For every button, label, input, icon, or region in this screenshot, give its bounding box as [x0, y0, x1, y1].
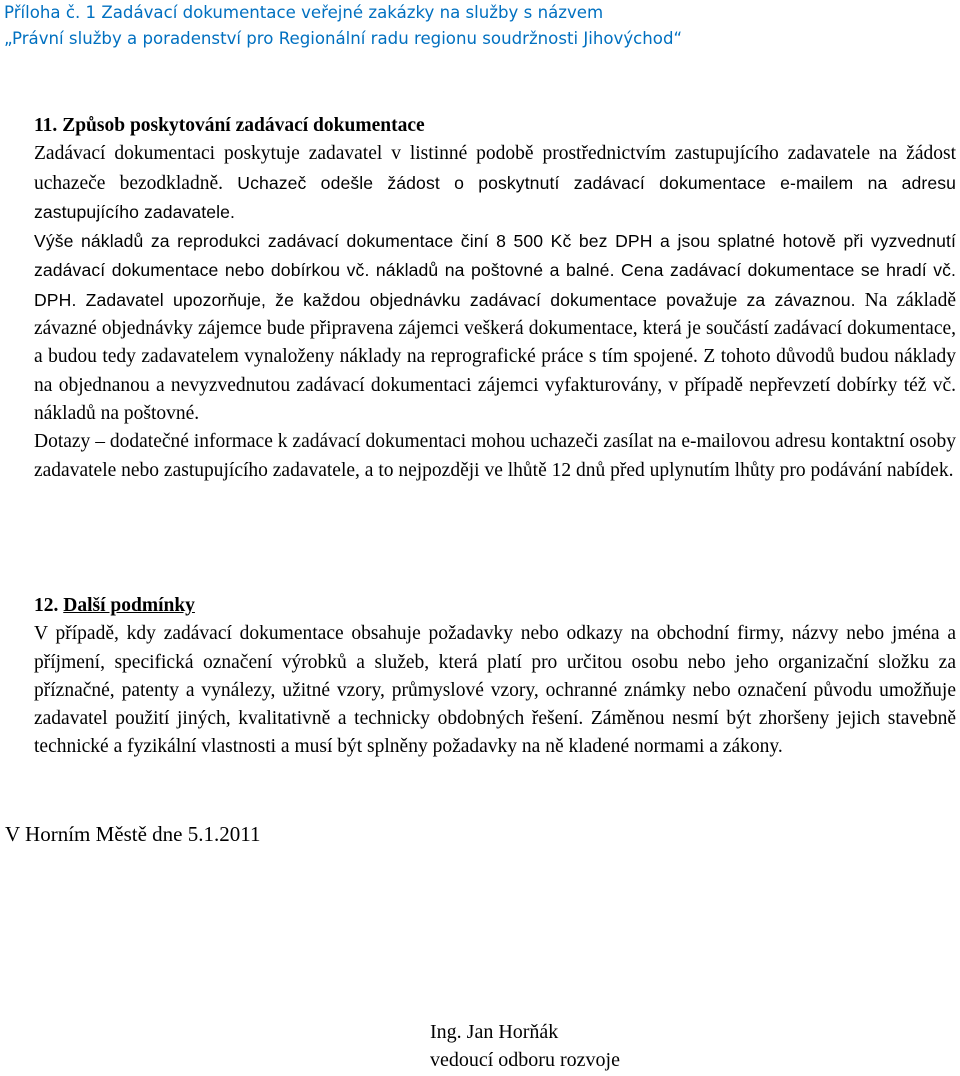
section-12-paragraph: V případě, kdy zadávací dokumentace obsahuje požadavky nebo odkazy na obchodní firmy, názvy nebo jména a příjmení, specifická označení výrobků a služeb, která platí pro určitou osobu nebo jeho organizační složku za příznačné, patenty a vynálezy, užitné vzory, průmyslové vzory, ochranné známky nebo označení původu umožňuje zadavatel použití jiných, kvalitativně a technicky obdobných řešení. Záměnou nesmí být zhoršeny jejich stavebně technické a fyzikální vlastnosti a musí být splněny požadavky na ně kladené normami a zákony. — [34, 623, 956, 758]
signature-position: vedoucí odboru rozvoje — [430, 1049, 620, 1071]
section-11 — [34, 112, 956, 485]
header-line-1: Příloha č. 1 Zadávací dokumentace veřejné zakázky na služby s názvem — [4, 3, 604, 22]
section-11-text-part-2: Uchazeč odešle žádost o poskytnutí zadávací dokumentace e-mailem na adresu zastupujícího zadavatele. — [34, 172, 957, 222]
section-12-heading — [34, 592, 956, 620]
section-12 — [34, 592, 956, 762]
section-11-title: Způsob poskytování zadávací dokumentace — [62, 115, 425, 136]
section-11-text-part-3: Výše nákladů za reprodukci zadávací dokumentace činí 8 500 Kč bez DPH a jsou splatné hotově při vyzvednutí zadávací dokumentace nebo dobírkou vč. nákladů na poštovné a balné. Cena zadávací dokumentace se hradí vč. DPH. Zadavatel upozorňuje, že každou objednávku zadávací dokumentace považuje za závaznou. — [34, 231, 956, 310]
section-11-paragraph-2: Dotazy – dodatečné informace k zadávací dokumentaci mohou uchazeči zasílat na e-mailovou adresu kontaktní osoby zadavatele nebo zastupujícího zadavatele, a to nejpozději ve lhůtě 12 dnů před uplynutím lhůty pro podávání nabídek. — [34, 431, 956, 481]
section-11-text-part-1: Zadávací dokumentaci poskytuje zadavatel v listinné podobě prostřednictvím zastupujícího zadavatele na žádost uchazeče bezodkladně. — [34, 143, 956, 194]
signature-block — [430, 1018, 620, 1074]
section-12-title: Další podmínky — [63, 595, 195, 616]
date-line: V Horním Městě dne 5.1.2011 — [5, 822, 261, 846]
section-11-heading — [34, 112, 956, 140]
document-header — [4, 0, 954, 52]
section-11-paragraph-1 — [34, 140, 956, 428]
section-11-number: 11. — [34, 115, 58, 136]
section-11-text-part-4: Na základě závazné objednávky zájemce bude připravena zájemci veškerá dokumentace, která je součástí zadávací dokumentace, a budou tedy zadavatelem vynaloženy náklady na reprografické práce s tím spojené. Z tohoto důvodů budou náklady na objednanou a nevyzvednutou zadávací dokumentaci zájemci vyfakturovány, v případě nepřevzetí dobírky též vč. nákladů na poštovné. — [34, 289, 956, 424]
section-12-number: 12. — [34, 595, 59, 616]
header-line-2: „Právní služby a poradenství pro Regionální radu regionu soudržnosti Jihovýchod“ — [4, 29, 683, 48]
signature-name: Ing. Jan Horňák — [430, 1021, 559, 1043]
